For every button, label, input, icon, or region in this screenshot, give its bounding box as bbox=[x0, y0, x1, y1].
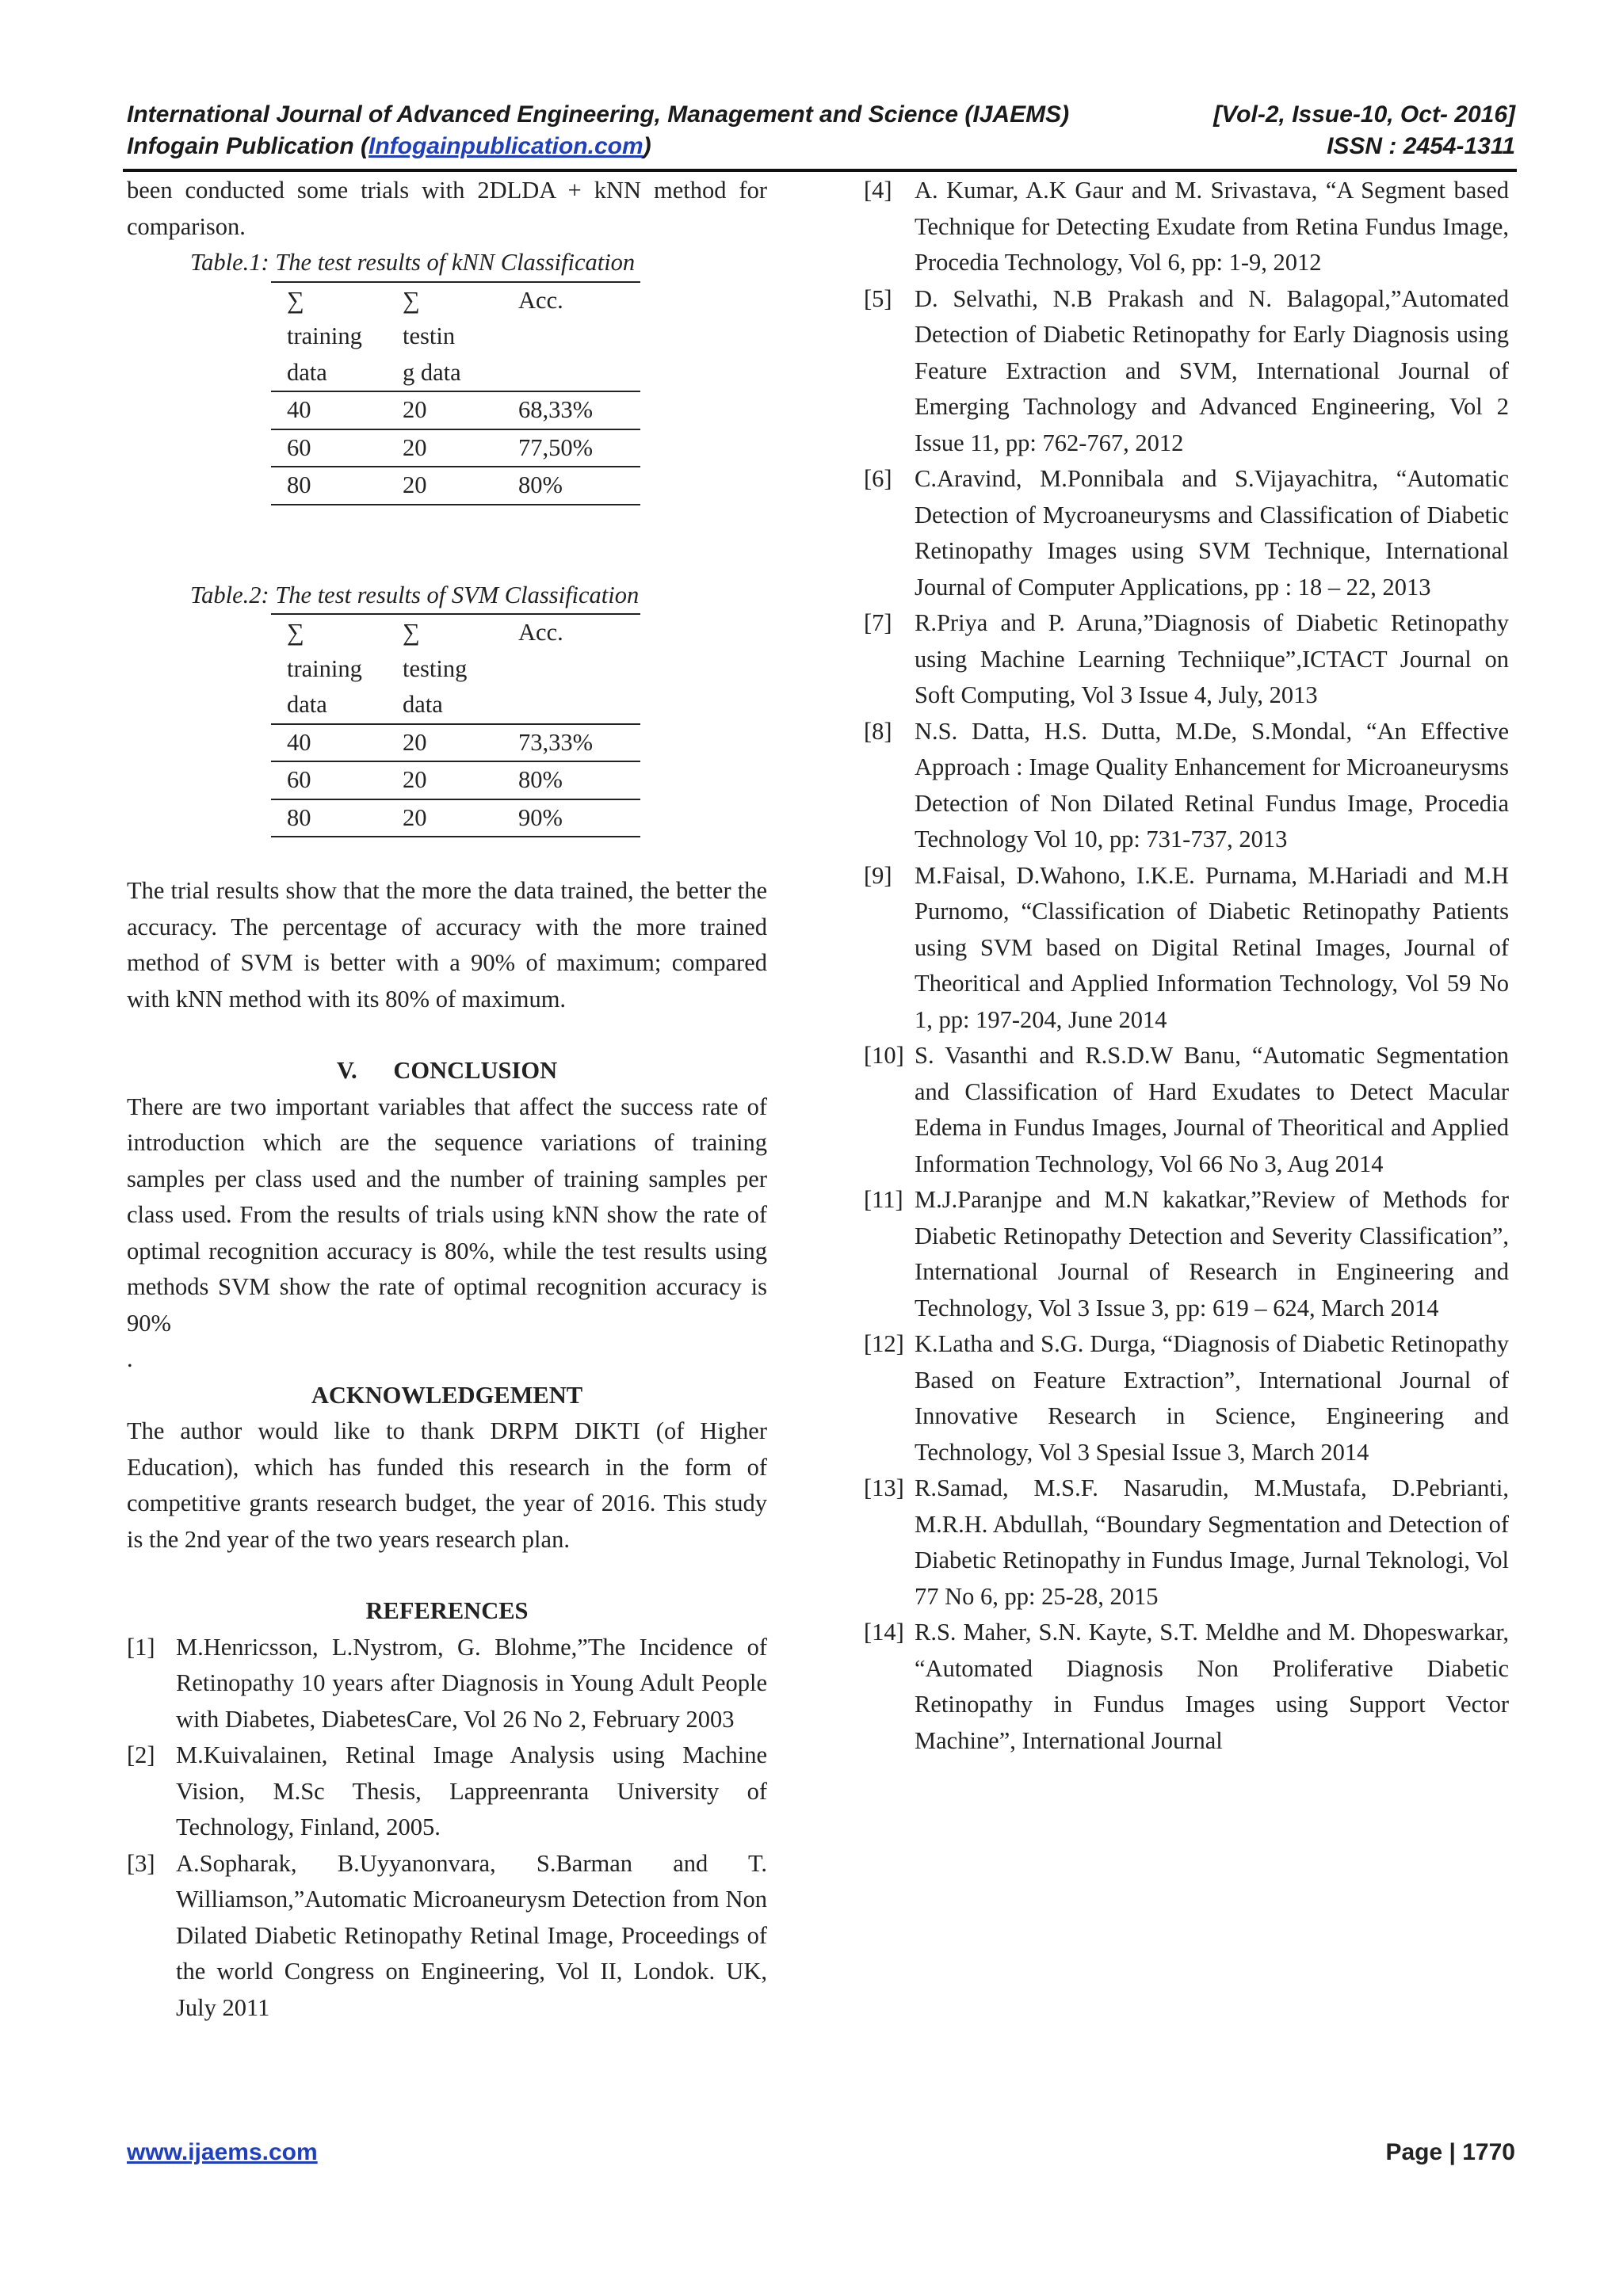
header-text: Acc. bbox=[518, 286, 563, 314]
header-text: training bbox=[287, 322, 362, 349]
table-row bbox=[271, 467, 640, 505]
reference-text: A. Kumar, A.K Gaur and M. Srivastava, “A Segment based Technique for Detecting Exudate from Retina Fundus Image, Procedia Technology, Vol 6, pp: 1-9, 2012 bbox=[915, 177, 1509, 276]
table-cell: 20 bbox=[403, 803, 427, 831]
reference-text: M.Faisal, D.Wahono, I.K.E. Purnama, M.Hariadi and M.H Purnomo, “Classification of Diabetic Retinopathy Patients using SVM based on Digital Retinal Images, Journal of Theoritical and Applied Information Technology, Vol 59 No 1, pp: 197-204, June 2014 bbox=[915, 861, 1509, 1033]
table-header-row bbox=[271, 614, 640, 724]
acknowledgement-heading: ACKNOWLEDGEMENT bbox=[311, 1381, 583, 1409]
table1-caption: Table.1: The test results of kNN Classification bbox=[190, 249, 636, 276]
table-cell: 90% bbox=[518, 803, 563, 831]
reference-item bbox=[864, 1326, 1509, 1470]
reference-number: [12] bbox=[864, 1330, 904, 1357]
table-cell: 60 bbox=[287, 766, 311, 793]
reference-text: D. Selvathi, N.B Prakash and N. Balagopal,”Automated Detection of Diabetic Retinopathy for Early Diagnosis using Feature Extraction and SVM, International Journal of Emerging Tachnology and Advanced Engineering, Vol 2 Issue 11, pp: 762-767, 2012 bbox=[915, 284, 1509, 456]
journal-header bbox=[127, 101, 1515, 128]
table-cell: 80 bbox=[287, 803, 311, 831]
table-cell: 60 bbox=[287, 433, 311, 461]
table-cell: 40 bbox=[287, 396, 311, 423]
table-cell: 20 bbox=[403, 766, 427, 793]
sum-symbol: ∑ bbox=[403, 619, 420, 646]
website-link[interactable]: www.ijaems.com bbox=[127, 2139, 318, 2165]
references-heading: REFERENCES bbox=[365, 1597, 529, 1624]
spacer bbox=[127, 837, 767, 873]
trial-results-paragraph: The trial results show that the more the data trained, the better the accuracy. The percentage of accuracy with the more trained method of SVM is better with a 90% of maximum; compared with kNN method with its 80% of maximum. bbox=[127, 877, 767, 1013]
reference-number: [1] bbox=[127, 1633, 155, 1661]
table-cell: 20 bbox=[403, 396, 427, 423]
header-rule bbox=[123, 169, 1517, 172]
reference-number: [3] bbox=[127, 1849, 155, 1877]
table-header-cell bbox=[502, 282, 640, 392]
journal-title: International Journal of Advanced Engineering, Management and Science (IJAEMS) bbox=[127, 101, 1070, 128]
reference-number: [11] bbox=[864, 1186, 903, 1213]
reference-number: [10] bbox=[864, 1042, 904, 1069]
table-row bbox=[271, 799, 640, 837]
intro-paragraph: been conducted some trials with 2DLDA + kNN method for comparison. bbox=[127, 177, 767, 240]
sum-symbol: ∑ bbox=[287, 286, 304, 314]
reference-item bbox=[127, 1630, 767, 1738]
reference-number: [13] bbox=[864, 1474, 904, 1501]
table-header-cell bbox=[271, 614, 387, 724]
publisher-suffix: ) bbox=[643, 133, 651, 159]
header-text: testin bbox=[403, 322, 456, 349]
reference-text: R.S. Maher, S.N. Kayte, S.T. Meldhe and M. Dhopeswarkar, “Automated Diagnosis Non Proliferative Diabetic Retinopathy in Fundus Images using Support Vector Machine”, International Journal bbox=[915, 1619, 1509, 1754]
table-cell: 77,50% bbox=[518, 433, 594, 461]
table-row bbox=[271, 429, 640, 467]
reference-item bbox=[127, 1846, 767, 2027]
table2-caption: Table.2: The test results of SVM Classification bbox=[190, 581, 640, 608]
header-text: data bbox=[403, 691, 443, 718]
reference-text: S. Vasanthi and R.S.D.W Banu, “Automatic Segmentation and Classification of Hard Exudates to Detect Macular Edema in Fundus Images, Journal of Theoritical and Applied Information Technology, Vol 66 No 3, Aug 2014 bbox=[915, 1042, 1509, 1177]
table-header-cell bbox=[387, 614, 502, 724]
reference-number: [4] bbox=[864, 177, 892, 204]
knn-results-table bbox=[271, 281, 640, 505]
reference-item bbox=[864, 173, 1509, 281]
table-header-row bbox=[271, 282, 640, 392]
reference-number: [14] bbox=[864, 1619, 904, 1646]
reference-text: N.S. Datta, H.S. Dutta, M.De, S.Mondal, “An Effective Approach : Image Quality Enhancement for Microaneurysms Detection of Non Dilated Retinal Fundus Image, Procedia Technology Vol 10, pp: 731-737, 2013 bbox=[915, 717, 1509, 852]
reference-item bbox=[864, 1038, 1509, 1182]
reference-number: [6] bbox=[864, 465, 892, 492]
table-header-cell bbox=[271, 282, 387, 392]
issn: ISSN : 2454-1311 bbox=[1327, 133, 1515, 159]
reference-number: [2] bbox=[127, 1741, 155, 1768]
reference-item bbox=[864, 714, 1509, 858]
table-row bbox=[271, 761, 640, 799]
table-cell: 20 bbox=[403, 471, 427, 498]
reference-number: [9] bbox=[864, 861, 892, 889]
reference-item bbox=[864, 1470, 1509, 1615]
sum-symbol: ∑ bbox=[287, 619, 304, 646]
table-cell: 20 bbox=[403, 433, 427, 461]
reference-text: K.Latha and S.G. Durga, “Diagnosis of Diabetic Retinopathy Based on Feature Extraction”, International Journal of Innovative Research in Science, Engineering and Technology, Vol 3 Spesial Issue 3, March 2014 bbox=[915, 1330, 1509, 1466]
reference-item bbox=[864, 605, 1509, 714]
spacer bbox=[127, 1017, 767, 1053]
reference-item bbox=[864, 858, 1509, 1039]
conclusion-heading: V. CONCLUSION bbox=[336, 1057, 558, 1084]
reference-text: R.Priya and P. Aruna,”Diagnosis of Diabetic Retinopathy using Machine Learning Techniique”,ICTACT Journal on Soft Computing, Vol 3 Issue 4, July, 2013 bbox=[915, 609, 1509, 708]
spacer bbox=[127, 505, 767, 578]
reference-text: C.Aravind, M.Ponnibala and S.Vijayachitra, “Automatic Detection of Mycroaneurysms and Classification of Diabetic Retinopathy Images using SVM Technique, International Journal of Computer Applications, pp : 18 – 22, 2013 bbox=[915, 465, 1509, 601]
table-header-cell bbox=[502, 614, 640, 724]
publisher-header bbox=[127, 133, 1515, 160]
table-cell: 40 bbox=[287, 728, 311, 756]
header-text: data bbox=[287, 358, 327, 386]
table-cell: 80 bbox=[287, 471, 311, 498]
table-cell: 80% bbox=[518, 471, 563, 498]
table-cell: 20 bbox=[403, 728, 427, 756]
right-column bbox=[864, 173, 1509, 1759]
stray-dot: . bbox=[127, 1345, 133, 1372]
page-footer bbox=[127, 2139, 1515, 2166]
spacer bbox=[127, 1558, 767, 1593]
reference-text: M.J.Paranjpe and M.N kakatkar,”Review of Methods for Diabetic Retinopathy Detection and Severity Classification”, International Journal of Research in Engineering and Technology, Vol 3 Issue 3, pp: 619 – 624, March 2014 bbox=[915, 1186, 1509, 1322]
table-cell: 73,33% bbox=[518, 728, 594, 756]
header-text: testing bbox=[403, 654, 468, 682]
table-row bbox=[271, 724, 640, 762]
reference-number: [5] bbox=[864, 284, 892, 312]
table-cell: 68,33% bbox=[518, 396, 594, 423]
left-column bbox=[127, 173, 767, 2026]
reference-text: R.Samad, M.S.F. Nasarudin, M.Mustafa, D.Pebrianti, M.R.H. Abdullah, “Boundary Segmentation and Detection of Diabetic Retinopathy in Fundus Image, Jurnal Teknologi, Vol 77 No 6, pp: 25-28, 2015 bbox=[915, 1474, 1509, 1610]
reference-item bbox=[864, 461, 1509, 605]
publisher-link[interactable]: Infogainpublication.com bbox=[368, 133, 643, 159]
reference-item bbox=[127, 1737, 767, 1846]
acknowledgement-paragraph: The author would like to thank DRPM DIKTI (of Higher Education), which has funded this research in the form of competitive grants research budget, the year of 2016. This study is the 2nd year of the two years research plan. bbox=[127, 1417, 767, 1553]
header-text: Acc. bbox=[518, 619, 563, 646]
table-header-cell bbox=[387, 282, 502, 392]
conclusion-paragraph: There are two important variables that affect the success rate of introduction which are the sequence variations of training samples per class used and the number of training samples per class used. From the results of trials using kNN show the rate of optimal recognition accuracy is 80%, while the test results using methods SVM show the rate of optimal recognition accuracy is 90% bbox=[127, 1093, 767, 1337]
reference-text: M.Kuivalainen, Retinal Image Analysis using Machine Vision, M.Sc Thesis, Lappreenranta University of Technology, Finland, 2005. bbox=[176, 1741, 767, 1840]
publisher-line bbox=[127, 133, 651, 160]
header-text: g data bbox=[403, 358, 461, 386]
reference-item bbox=[864, 1615, 1509, 1759]
svm-results-table bbox=[271, 613, 640, 837]
volume-info: [Vol-2, Issue-10, Oct- 2016] bbox=[1213, 101, 1515, 128]
header-text: data bbox=[287, 691, 327, 718]
reference-number: [7] bbox=[864, 609, 892, 636]
sum-symbol: ∑ bbox=[403, 286, 420, 314]
page-number: Page | 1770 bbox=[1385, 2139, 1515, 2165]
reference-item bbox=[864, 1182, 1509, 1326]
table-row bbox=[271, 391, 640, 429]
reference-number: [8] bbox=[864, 717, 892, 745]
table-cell: 80% bbox=[518, 766, 563, 793]
reference-text: A.Sopharak, B.Uyyanonvara, S.Barman and T. Williamson,”Automatic Microaneurysm Detection from Non Dilated Diabetic Retinopathy Retinal Image, Proceedings of the world Congress on Engineering, Vol II, Londok. UK, July 2011 bbox=[176, 1849, 767, 2021]
reference-item bbox=[864, 281, 1509, 462]
header-text: training bbox=[287, 654, 362, 682]
publisher-prefix: Infogain Publication ( bbox=[127, 133, 369, 159]
reference-text: M.Henricsson, L.Nystrom, G. Blohme,”The Incidence of Retinopathy 10 years after Diagnosis in Young Adult People with Diabetes, DiabetesCare, Vol 26 No 2, February 2003 bbox=[176, 1633, 767, 1733]
